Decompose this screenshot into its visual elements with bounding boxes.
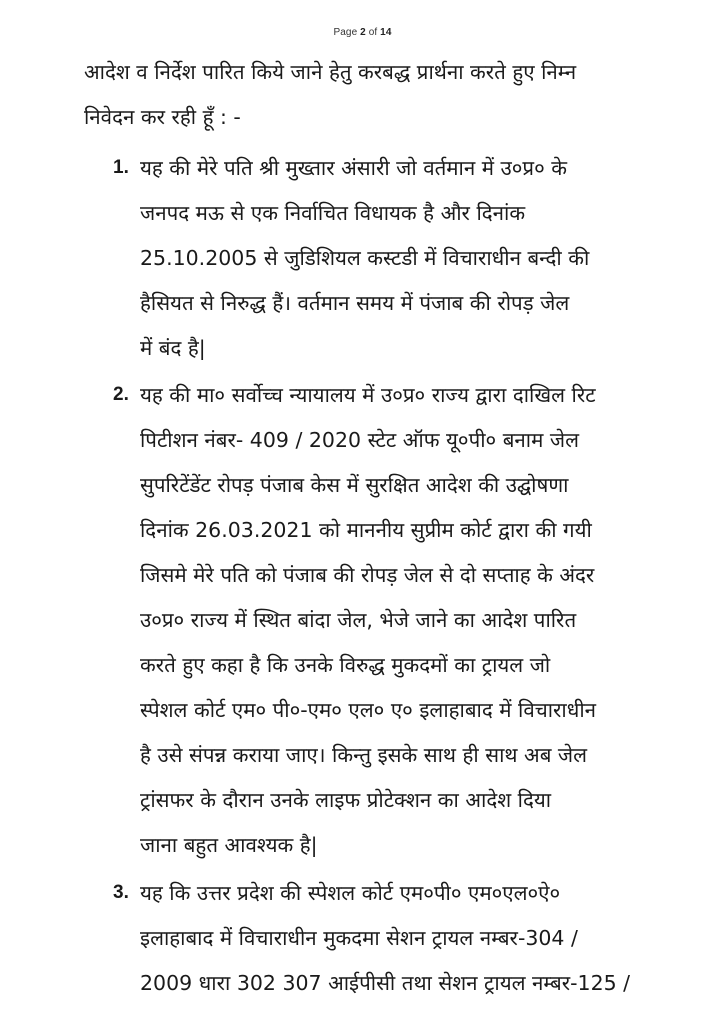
page-number-separator: of	[368, 27, 378, 38]
item-2-line: स्पेशल कोर्ट एम० पी०-एम० एल० ए० इलाहाबाद में विचाराधीन	[140, 698, 597, 722]
item-2-line: पिटीशन नंबर- 409 / 2020 स्टेट ऑफ यू०पी० बनाम जेल	[140, 428, 579, 452]
page-number	[0, 27, 725, 38]
item-2-line: करते हुए कहा है कि उनके विरुद्ध मुकदमों का ट्रायल जो	[140, 653, 551, 677]
item-2-line: सुपरिटेंडेंट रोपड़ पंजाब केस में सुरक्षित आदेश की उद्घोषणा	[140, 473, 569, 497]
item-1-line: यह की मेरे पति श्री मुख्तार अंसारी जो वर्तमान में उ०प्र० के	[140, 156, 568, 180]
item-2-line: दिनांक 26.03.2021 को माननीय सुप्रीम कोर्ट द्वारा की गयी	[140, 518, 592, 542]
item-1-number: 1.	[113, 157, 129, 178]
page-number-prefix: Page	[333, 27, 358, 38]
item-1-line: हैसियत से निरुद्ध हैं। वर्तमान समय में पंजाब की रोपड़ जेल	[140, 291, 570, 315]
item-2-line: जाना बहुत आवश्यक है|	[140, 833, 318, 857]
item-2-number: 2.	[113, 384, 129, 405]
intro-line: आदेश व निर्देश पारित किये जाने हेतु करबद्ध प्रार्थना करते हुए निम्न	[84, 60, 577, 84]
item-1-line: जनपद मऊ से एक निर्वाचित विधायक है और दिनांक	[140, 201, 526, 225]
item-3-line: यह कि उत्तर प्रदेश की स्पेशल कोर्ट एम०पी० एम०एल०ऐ०	[140, 881, 561, 905]
item-3-line: 2009 धारा 302 307 आईपीसी तथा सेशन ट्रायल नम्बर-125 /	[140, 971, 631, 995]
item-2-line: उ०प्र० राज्य में स्थित बांदा जेल, भेजे जाने का आदेश पारित	[140, 608, 577, 632]
item-2-line: है उसे संपन्न कराया जाए। किन्तु इसके साथ ही साथ अब जेल	[140, 743, 588, 767]
page-number-total: 14	[380, 27, 392, 38]
page-number-current: 2	[360, 27, 366, 38]
item-2-line: यह की मा० सर्वोच्च न्यायालय में उ०प्र० राज्य द्वारा दाखिल रिट	[140, 383, 596, 407]
item-2-line: जिसमे मेरे पति को पंजाब की रोपड़ जेल से दो सप्ताह के अंदर	[140, 563, 595, 587]
item-3-line: इलाहाबाद में विचाराधीन मुकदमा सेशन ट्रायल नम्बर-304 /	[140, 926, 578, 950]
item-3-number: 3.	[113, 882, 129, 903]
intro-line: निवेदन कर रही हूँ : -	[84, 105, 241, 129]
item-1-line: 25.10.2005 से जुडिशियल कस्टडी में विचाराधीन बन्दी की	[140, 246, 590, 270]
item-1-line: में बंद है|	[140, 336, 206, 360]
item-2-line: ट्रांसफर के दौरान उनके लाइफ प्रोटेक्शन का आदेश दिया	[140, 788, 552, 812]
